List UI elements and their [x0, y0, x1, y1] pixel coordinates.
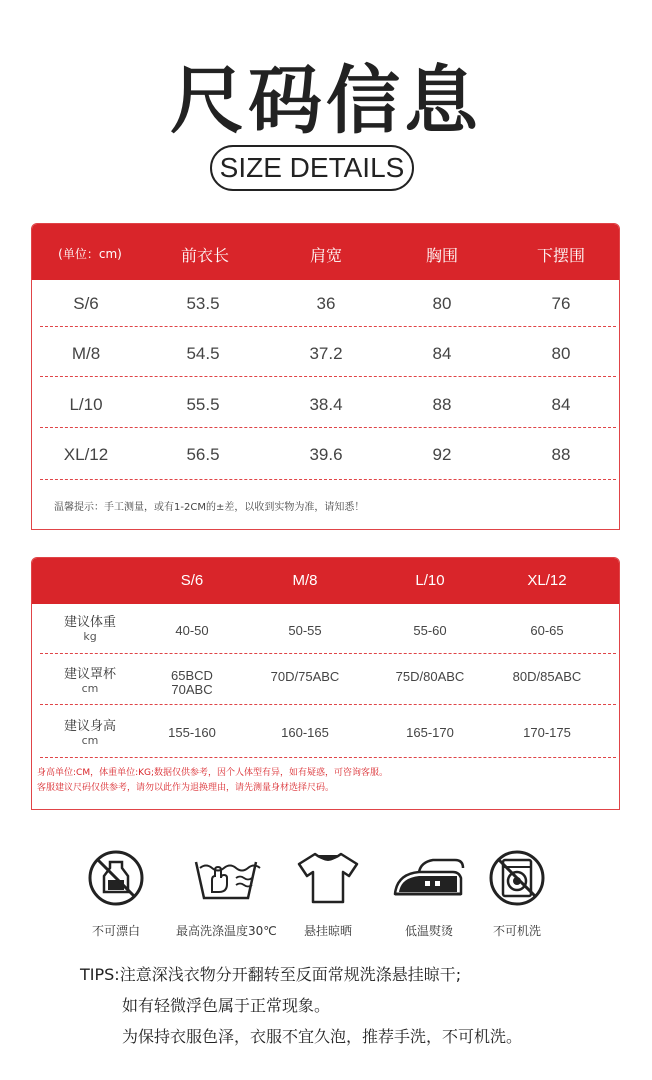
no-machine-wash-icon	[477, 848, 557, 908]
care-label: 低温熨烫	[404, 924, 453, 938]
care-label: 不可漂白	[91, 924, 140, 938]
hang-dry-icon	[288, 848, 368, 908]
unit-header: (单位：cm)	[58, 247, 122, 261]
care-label: 悬挂晾晒	[303, 924, 352, 938]
column-header: XL/12	[527, 572, 567, 589]
column-header: L/10	[415, 572, 445, 589]
table-cell: 84	[551, 395, 571, 414]
column-header: 胸围	[425, 246, 459, 265]
column-header: M/8	[292, 572, 318, 589]
table-cell: 170-175	[523, 725, 571, 740]
page-title: 尺码信息	[170, 58, 482, 144]
table-cell: 76	[551, 294, 571, 313]
table-cell: 80D/85ABC	[512, 669, 582, 684]
size-label: M/8	[71, 344, 101, 363]
table-cell: 92	[432, 445, 452, 464]
care-item	[384, 848, 474, 939]
row-label	[64, 616, 116, 644]
table-cell: 165-170	[406, 725, 454, 740]
wash-temperature-icon	[176, 848, 276, 908]
table-cell: 70D/75ABC	[270, 669, 340, 684]
page-subtitle: SIZE DETAILS	[210, 145, 414, 191]
row-divider	[40, 757, 616, 758]
column-header: 肩宽	[309, 246, 343, 265]
table-cell: 56.5	[186, 445, 220, 464]
size-label: L/10	[69, 395, 103, 414]
table-cell: 84	[432, 344, 452, 363]
table-cell: 75D/80ABC	[395, 669, 465, 684]
row-label	[64, 720, 116, 748]
measurement-note: 温馨提示：手工测量，或有1-2CM的±差，以收到实物为准，请知悉！	[54, 502, 365, 513]
table-cell: 80	[432, 294, 452, 313]
table-cell: 40-50	[175, 623, 209, 638]
care-item	[288, 848, 368, 939]
row-label-unit: kg	[83, 630, 97, 643]
care-item	[477, 848, 557, 939]
size-label: XL/12	[63, 445, 109, 464]
recommend-table-header	[32, 558, 619, 604]
table-cell: 38.4	[309, 395, 343, 414]
table-cell: 88	[432, 395, 452, 414]
table-cell: 37.2	[309, 344, 343, 363]
tips-line: TIPS:注意深浅衣物分开翻转至反面常规洗涤悬挂晾干;	[80, 965, 462, 984]
row-divider	[40, 427, 616, 428]
recommend-table	[31, 557, 620, 810]
column-header: 下摆围	[536, 246, 586, 265]
row-label-unit: cm	[81, 682, 99, 695]
table-cell: 53.5	[186, 294, 220, 313]
row-label-text: 建议罩杯	[63, 667, 117, 682]
table-cell: 55-60	[413, 623, 447, 638]
row-divider	[40, 704, 616, 705]
care-label: 最高洗涤温度30℃	[176, 924, 277, 938]
tips-line: 为保持衣服色泽，衣服不宜久泡，推荐手洗，不可机洗。	[122, 1027, 523, 1046]
row-label-text: 建议身高	[63, 719, 117, 734]
table-cell: 65BCD 70ABC	[171, 668, 213, 697]
row-divider	[40, 479, 616, 480]
care-item	[176, 848, 276, 939]
row-label	[64, 668, 116, 696]
table-cell: 80	[551, 344, 571, 363]
disclaimer-line: 客服建议尺码仅供参考，请勿以此作为退换理由，请先测量身材选择尺码。	[37, 783, 335, 793]
table-cell: 54.5	[186, 344, 220, 363]
row-divider	[40, 376, 616, 377]
table-cell: 155-160	[168, 725, 216, 740]
care-item	[76, 848, 156, 939]
table-cell: 50-55	[288, 623, 322, 638]
tips-line: 如有轻微浮色属于正常现象。	[122, 996, 331, 1015]
table-cell: 39.6	[309, 445, 343, 464]
row-divider	[40, 653, 616, 654]
row-divider	[40, 326, 616, 327]
table-cell: 36	[316, 294, 336, 313]
size-label: S/6	[73, 294, 99, 313]
row-label-unit: cm	[81, 734, 99, 747]
table-cell: 160-165	[281, 725, 329, 740]
table-cell: 55.5	[186, 395, 220, 414]
table-cell: 60-65	[530, 623, 564, 638]
care-label: 不可机洗	[492, 924, 541, 938]
size-table	[31, 223, 620, 530]
table-cell: 88	[551, 445, 571, 464]
no-bleach-icon	[76, 848, 156, 908]
column-header: S/6	[180, 572, 204, 589]
low-iron-icon	[384, 848, 474, 908]
column-header: 前衣长	[180, 246, 230, 265]
disclaimer-line: 身高单位:CM，体重单位:KG;数据仅供参考，因个人体型有异，如有疑惑，可咨询客服。	[37, 768, 389, 778]
row-label-text: 建议体重	[63, 615, 117, 630]
size-table-header	[32, 224, 619, 280]
